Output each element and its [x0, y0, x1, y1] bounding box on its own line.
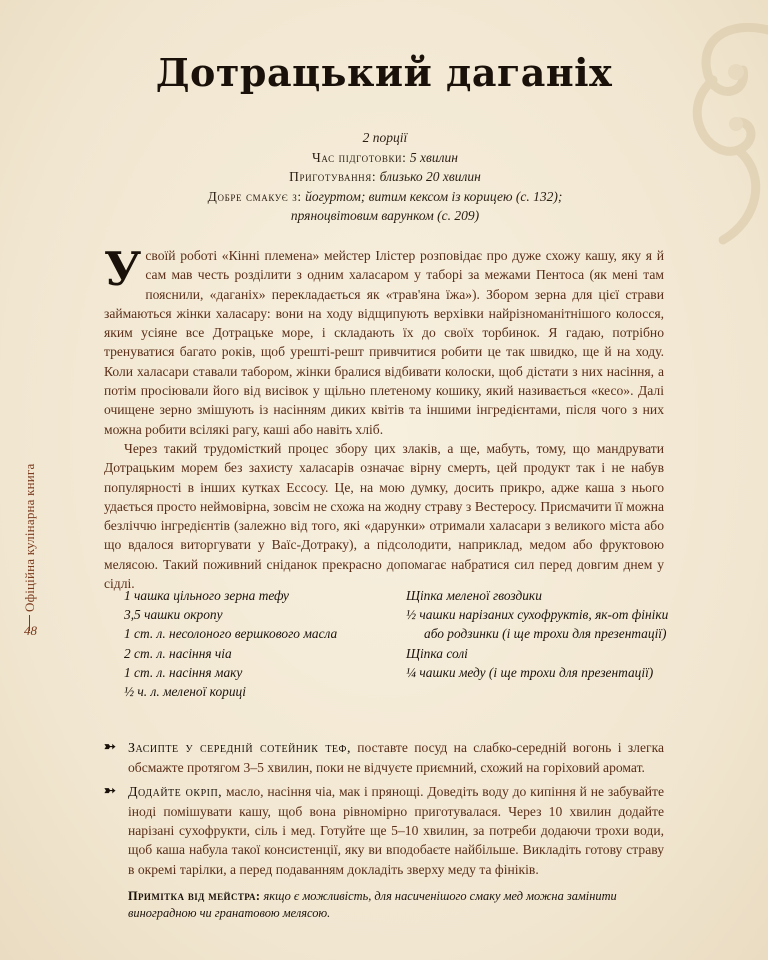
ingredient-item: 3,5 чашки окропу [124, 607, 223, 623]
arrow-bullet-icon: ➳ [104, 740, 116, 755]
prep-label: Час підготовки: [312, 149, 407, 165]
ingredient-item: ¼ чашки меду (і ще трохи для презентації) [406, 664, 654, 680]
cook-value: близько 20 хвилин [379, 169, 481, 185]
method-steps [104, 738, 664, 883]
step-1 [104, 738, 664, 778]
intro-paragraph-1-text: своїй роботі «Кінні племена» мейстер Ілістер розповідає про дуже схожу кашу, яку я й сам мав честь розділити з одним халасаром у таборі за межами Пентоса (як мені там пояснили, «даганіх» перекладається як «трав'яна їжа»). Збором зерна для цієї страви займаються жінки халасару: вони на ходу відщипують верхівки найрізноманітнішого колосся, яким усіяне все Дотрацьке море, і складають їх до своїх торбинок. Я гадаю, потрібно тренуватися багато років, щоб урешті-решт привчитися робити це так швидко, ще й на ходу. Коли халасари ставали табором, жінки бралися відбивати колоски, щоб дістати з них насіння, а потім просіювали його від висівок у щільно плетеному кошику, який називається «кесо». Далі очищене зерно змішують із насінням диких квітів та іншими інгредієнтами, після чого з них можна робити всілякі рагу, каші або навіть хліб. [104, 248, 664, 437]
ingredient-item: Щіпка меленої гвоздики [406, 588, 542, 603]
ingredient-item: ½ чашки нарізаних сухофруктів, як-от фініки [406, 607, 669, 623]
servings: 2 порції [362, 130, 408, 145]
prep-value: 5 хвилин [409, 149, 458, 165]
ingredient-item: Щіпка солі [406, 645, 468, 661]
prep-line [150, 148, 620, 168]
recipe-meta [150, 128, 620, 226]
intro-text [104, 242, 664, 593]
step-2 [104, 782, 664, 879]
cook-line [150, 167, 620, 187]
intro-paragraph-2: Через такий трудомісткий процес збору цих злаків, а ще, мабуть, тому, що мандрувати Дотрацьким морем без захисту халасарів означає вірну смерть, цей продукт так і не набув популярності в інших кутках Ессосу. Це, на мою думку, досить прикро, адже каша з нього удається просто неймовірна, зовсім не схожа на жодну страву з Вестеросу. Присмачити її можна безліччю інгредієнтів (залежно від того, які «дарунки» отримали халасари з великого міста або що вдалося виторгувати у Ваїс-Дотраку), а підсолодити, наприклад, медом або фруктовою мелясою. Такий поживний сніданок прекрасно допомагає набратися сил перед довгим днем у сідлі. [104, 440, 664, 592]
book-title-vertical: Офіційна кулінарна книга [22, 463, 37, 612]
ingredients-right-column [406, 586, 696, 682]
step-2-body: масло, насіння чіа, мак і прянощі. Доведіть воду до кипіння й не забувайте іноді помішувати кашу, щоб вона рівномірно приготувалася. Через 10 хвилин додайте нарізані сухофрукти, сіль і мед. Готуйте ще 5–10 хвилин, за потреби додаючи трохи води, щоб каша набула такої консистенції, яку ви вподобаєте найбільше. Викладіть готову страву в окремі тарілки, а перед подаванням докладіть зверху меду та фініків. [128, 783, 664, 877]
recipe-title: Дотрацький даганіх [155, 50, 613, 95]
cook-label: Приготування: [289, 169, 377, 185]
step-1-head: Засипте у середній сотейник теф, [128, 741, 351, 756]
ingredient-item: 1 чашка цільного зерна тефу [124, 588, 289, 603]
arrow-bullet-icon: ➳ [104, 783, 116, 799]
ingredients-left-column [124, 586, 394, 701]
ingredient-item: ½ ч. л. меленої кориці [124, 684, 246, 700]
note-body: якщо є можливість, для насиченішого смаку мед можна замінити виноградною чи гранатовою мелясою. [128, 889, 617, 920]
ingredient-item: 1 ст. л. насіння маку [124, 664, 243, 680]
pairs-label: Добре смакує з: [207, 188, 302, 204]
ingredient-item-continuation: або родзинки (і ще трохи для презентації) [424, 626, 667, 642]
pairs-value-1: йогуртом; витим кексом із корицею (с. 132); [305, 188, 563, 204]
step-2-head: Додайте окріп, [128, 784, 223, 800]
page-number: 48 [24, 623, 37, 638]
ingredient-item: 1 ст. л. несолоного вершкового масла [124, 626, 338, 642]
maester-note [128, 888, 668, 922]
pairs-line [150, 187, 620, 207]
step-1-body: поставте посуд на слабко-середній вогонь і злегка обсмажте протягом 3–5 хвилин, поки не відчуєте приємний, схожий на горіховий аромат. [128, 740, 664, 776]
intro-paragraph-1 [104, 242, 664, 439]
note-head: Примітка від мейстра: [128, 889, 261, 903]
ingredient-item: 2 ст. л. насіння чіа [124, 645, 232, 661]
pairs-value-2: пряноцвітовим варунком (с. 209) [290, 208, 480, 224]
drop-cap: У [104, 242, 142, 296]
ornament-flourish [618, 0, 768, 260]
